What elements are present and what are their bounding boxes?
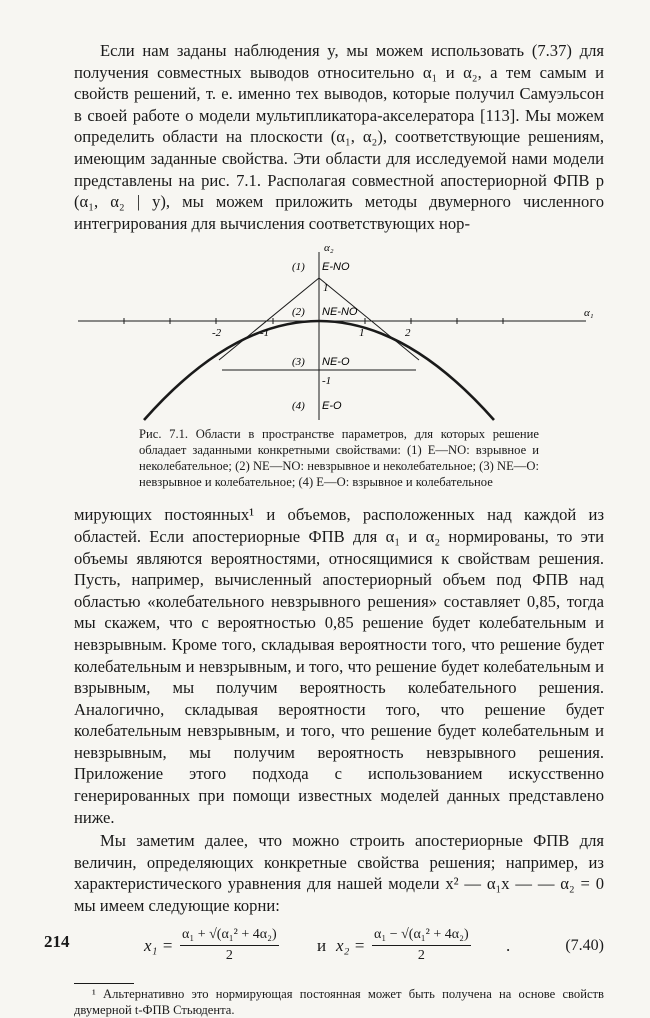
paragraph-1: Если нам заданы наблюдения y, мы можем использовать (7.37) для получения совместных выводов относительно α₁ и α₂, а тем самым и свойств решений, т. е. именно тех выводов, которые получил Самуэльсон в своей работе о модели мультипликатора-акселератора [113]. Мы можем определить области на плоскости (α₁, α₂), соответствующие решениям, имеющим заданные свойства. Эти области для исследуемой нами модели представлены на рис. 7.1. Располагая совместной апостериорной ФПВ p (α₁, α₂ | y), мы можем приложить методы двумерного численного интегрирования для вычисления соответствующих нор- (74, 41, 604, 233)
tick-label-y-1: 1 (323, 282, 329, 295)
region-4-label: E-O (322, 400, 342, 413)
eq-x2-denominator: 2 (417, 947, 425, 963)
eq-conjunction: и (317, 935, 327, 955)
tick-label-1: 1 (359, 327, 365, 340)
region-4-number: (4) (292, 400, 305, 413)
paragraph-2: мирующих постоянных¹ и объемов, расположенных над каждой из областей. Если апостериорные ФПВ для α₁ и α₂ нормированы, то эти объемы являются вероятностями, относящимися к свойствам решения. Пусть, например, вычисленный апостериорный объем под ФПВ над областью «колебательного невзрывного решения» составляет 0,85, тогда мы скажем, что с вероятностью 0,85 решение будет колебательным и невзрывным. Кроме того, складывая вероятности того, что решение будет колебательным и невзрывным, и того, что решение будет колебательным и взрывным, мы получим вероятность колебательного решения. Аналогично, складывая вероятности того, что решение будет колебательным невзрывным, и того, что решение будет колебательным и невзрывным, мы получим вероятность невзрывного решения. Приложение этого подхода с использованием искусственно генерированных при помощи известных моделей данных представлено ниже. (74, 505, 604, 827)
region-3-label: NE-O (322, 356, 350, 369)
equation-7-40 (74, 923, 604, 979)
axis-y-label: α₂ (324, 242, 334, 255)
parameter-space-diagram (24, 242, 604, 422)
eq-x1-fraction (180, 925, 279, 966)
page-number: 214 (44, 932, 70, 951)
boundary-line-left (219, 278, 319, 360)
region-3-number: (3) (292, 356, 305, 369)
tick-label-minus-1: -1 (260, 327, 270, 340)
paragraph-3: Мы заметим далее, что можно строить апостериорные ФПВ для величин, определяющих конкретные свойства решения; например, из характеристического уравнения для нашей модели x² — α₁x — — α₂ = 0 мы имеем следующие корни: (74, 831, 604, 916)
tick-label-y-minus-1: -1 (322, 375, 332, 388)
region-1-label: E-NO (322, 261, 350, 274)
tick-label-2: 2 (405, 327, 411, 340)
footnote: ¹ Альтернативно это нормирующая постоянная может быть получена на основе свойств двумерной t-ФПВ Стьюдента. (74, 986, 604, 1017)
region-2-label: NE-NO (322, 306, 358, 319)
boundary-line-right (319, 278, 419, 360)
eq-dot: . (506, 935, 511, 955)
eq-x1-lhs: x₁ = (144, 935, 174, 955)
footnote-rule (74, 983, 134, 984)
eq-x2-lhs: x₂ = (336, 935, 366, 955)
figure-7-1 (74, 242, 604, 422)
eq-x1-numerator: α₁ + √(α₁² + 4α₂) (180, 925, 279, 946)
equation-number: (7.40) (565, 936, 604, 954)
tick-label-minus-2: -2 (212, 327, 222, 340)
axis-x-label: α₁ (584, 307, 594, 320)
page (74, 40, 604, 1018)
eq-x2-fraction (372, 925, 471, 966)
eq-x1-denominator: 2 (225, 947, 233, 963)
region-1-number: (1) (292, 261, 305, 274)
figure-caption: Рис. 7.1. Области в пространстве параметров, для которых решение обладает заданными конкретными свойствами: (1) E—NO: взрывное и неколебательное; (2) NE—NO: невзрывное и неколебательное; (3) NE—O: невзрывное и колебательное; (4) E—O: взрывное и колебательное (139, 427, 539, 490)
eq-x2-numerator: α₁ − √(α₁² + 4α₂) (372, 925, 471, 946)
region-2-number: (2) (292, 306, 305, 319)
